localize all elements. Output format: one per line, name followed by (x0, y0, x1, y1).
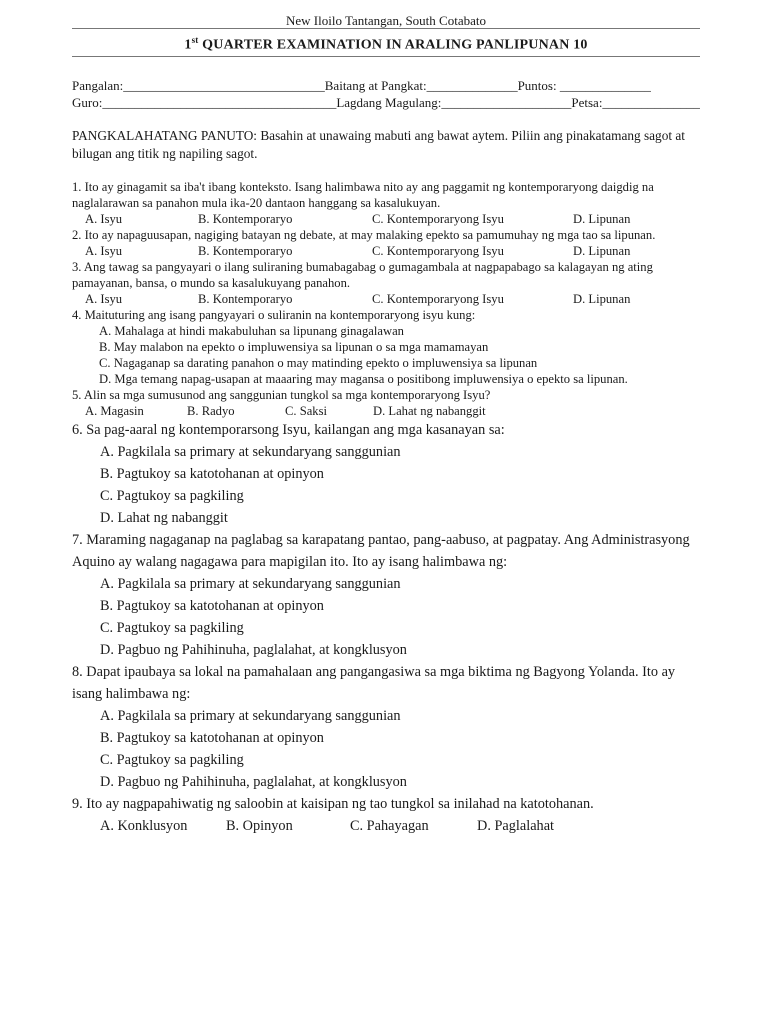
question-1 (72, 179, 700, 227)
choice-d: D. Lahat ng nabanggit (373, 403, 486, 418)
choice-b: B. May malabon na epekto o impluwensiya sa lipunan o sa mga mamamayan (99, 339, 489, 354)
choice-d: D. Lipunan (573, 243, 631, 258)
question-4 (72, 307, 700, 387)
choices (72, 243, 700, 259)
choices (72, 815, 700, 837)
question-text: 8. Dapat ipaubaya sa lokal na pamahalaan ang pangangasiwa sa mga biktima ng Bagyong Yolanda. Ito ay isang halimbawa ng: (72, 663, 676, 702)
choice-b: B. Kontemporaryo (198, 243, 293, 258)
choice-a: A. Isyu (85, 211, 123, 226)
choice-a: A. Pagkilala sa primary at sekundaryang sanggunian (100, 443, 401, 460)
choice-a: A. Magasin (85, 403, 144, 418)
exam-title (72, 35, 700, 54)
choice-b: B. Pagtukoy sa katotohanan at opinyon (100, 729, 324, 746)
choice-c: C. Kontemporaryong Isyu (372, 291, 504, 306)
choices (72, 211, 700, 227)
question-8 (72, 661, 700, 793)
exam-page (72, 0, 700, 837)
choice-c: C. Nagaganap sa darating panahon o may matinding epekto o impluwensiya sa lipunan (99, 355, 538, 370)
question-2 (72, 227, 700, 259)
choice-d: D. Pagbuo ng Pahihinuha, paglalahat, at kongklusyon (100, 641, 407, 658)
choice-c: C. Kontemporaryong Isyu (372, 211, 504, 226)
choice-a: A. Pagkilala sa primary at sekundaryang sanggunian (100, 575, 401, 592)
question-text: 4. Maituturing ang isang pangyayari o suliranin na kontemporaryong isyu kung: (72, 307, 476, 322)
choice-d: D. Lahat ng nabanggit (100, 509, 228, 526)
choice-a: A. Isyu (85, 243, 123, 258)
choice-b: B. Kontemporaryo (198, 291, 293, 306)
choice-c: C. Pagtukoy sa pagkiling (100, 487, 244, 504)
header-rule (72, 28, 700, 29)
choice-b: B. Radyo (187, 403, 235, 418)
question-text: 2. Ito ay napaguusapan, nagiging batayan ng debate, at may malaking epekto sa pamumuhay ng mga tao sa lipunan. (72, 227, 656, 242)
question-text: 9. Ito ay nagpapahiwatig ng saloobin at kaisipan ng tao tungkol sa inilahad na katotohanan. (72, 795, 594, 812)
choice-d: D. Pagbuo ng Pahihinuha, paglalahat, at kongklusyon (100, 773, 407, 790)
choice-c: C. Pahayagan (350, 817, 429, 834)
student-fields (72, 77, 700, 111)
general-directions: PANGKALAHATANG PANUTO: Basahin at unawaing mabuti ang bawat aytem. Piliin ang pinakatamang sagot at bilugan ang titik ng napiling sagot. (72, 127, 685, 161)
choice-b: B. Kontemporaryo (198, 211, 293, 226)
choice-d: D. Paglalahat (477, 817, 555, 834)
question-3 (72, 259, 700, 307)
choices (72, 291, 700, 307)
question-text: 3. Ang tawag sa pangyayari o ilang suliraning bumabagabag o gumagambala at nagpapabago sa kalagayan ng ating pamayanan, bansa, o mundo sa kasalukuyang panahon. (72, 259, 653, 290)
choices (72, 441, 700, 529)
choices (72, 705, 700, 793)
question-text: 7. Maraming nagaganap na paglabag sa karapatang pantao, pang-aabuso, at pagpatay. Ang Administrasyong Aquino ay walang nagagawa para mapigilan ito. Ito ay isang halimbawa ng: (72, 531, 690, 570)
choice-d: D. Lipunan (573, 211, 631, 226)
choice-b: B. Pagtukoy sa katotohanan at opinyon (100, 465, 324, 482)
question-6 (72, 419, 700, 529)
choice-b: B. Pagtukoy sa katotohanan at opinyon (100, 597, 324, 614)
title-ordinal: 1 (184, 37, 192, 53)
school-line: New Iloilo Tantangan, South Cotabato (286, 14, 486, 28)
choice-d: D. Lipunan (573, 291, 631, 306)
choices (72, 323, 700, 387)
choice-a: A. Konklusyon (100, 817, 188, 834)
title-text: QUARTER EXAMINATION IN ARALING PANLIPUNAN 10 (198, 37, 588, 53)
choice-c: C. Pagtukoy sa pagkiling (100, 751, 244, 768)
choice-d: D. Mga temang napag-usapan at maaaring may magansa o positibong impluwensiya o epekto sa lipunan. (99, 371, 628, 386)
choice-a: A. Pagkilala sa primary at sekundaryang sanggunian (100, 707, 401, 724)
choice-a: A. Isyu (85, 291, 123, 306)
question-5 (72, 387, 700, 419)
question-9 (72, 793, 700, 837)
question-text: 6. Sa pag-aaral ng kontemporarsong Isyu, kailangan ang mga kasanayan sa: (72, 421, 505, 438)
question-7 (72, 529, 700, 661)
question-list (72, 179, 700, 837)
choice-c: C. Saksi (285, 403, 327, 418)
question-text: 5. Alin sa mga sumusunod ang sanggunian tungkol sa mga kontemporaryong Isyu? (72, 387, 491, 402)
choice-b: B. Opinyon (226, 817, 293, 834)
title-ordinal-suffix: st (191, 35, 199, 45)
choices (72, 573, 700, 661)
fields-row-1: Pangalan:_______________________________Baitang at Pangkat:______________Puntos: ______________ (72, 77, 651, 93)
question-text: 1. Ito ay ginagamit sa iba't ibang konteksto. Isang halimbawa nito ay ang paggamit ng kontemporaryong daigdig na naglalarawan sa panahon mula ika-20 dantaon hanggang sa kasalukuyan. (72, 179, 654, 210)
choice-c: C. Pagtukoy sa pagkiling (100, 619, 244, 636)
choice-c: C. Kontemporaryong Isyu (372, 243, 504, 258)
choices (72, 403, 700, 419)
fields-row-2: Guro:____________________________________Lagdang Magulang:____________________Petsa:_______________ (72, 94, 700, 110)
choice-a: A. Mahalaga at hindi makabuluhan sa lipunang ginagalawan (99, 323, 404, 338)
title-rule (72, 56, 700, 57)
